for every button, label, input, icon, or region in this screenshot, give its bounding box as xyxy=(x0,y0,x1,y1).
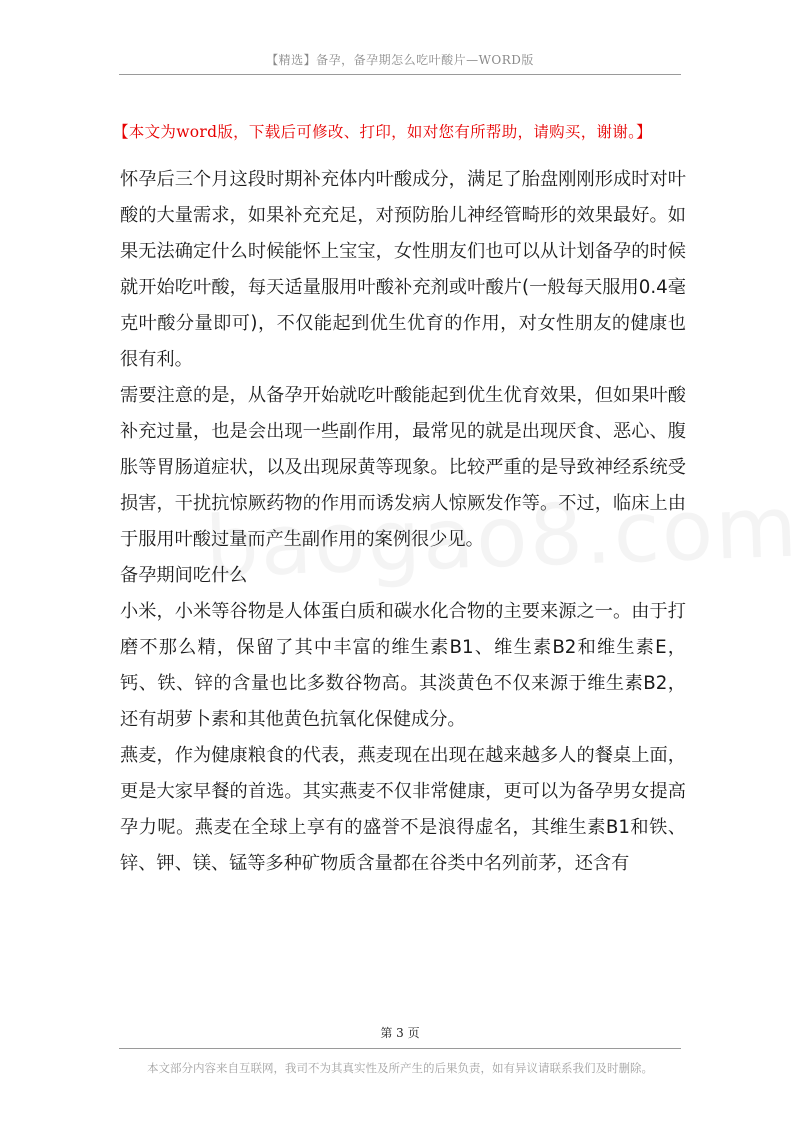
document-body xyxy=(120,162,686,882)
footer-disclaimer: 本文部分内容来自互联网，我司不为其真实性及所产生的后果负责，如有异议请联系我们及时删除。 xyxy=(147,1061,653,1075)
paragraph-millet: 小米，小米等谷物是人体蛋白质和碳水化合物的主要来源之一。由于打磨不那么精，保留了其中丰富的维生素B1、维生素B2和维生素E，钙、铁、锌的含量也比多数谷物高。其淡黄色不仅来源于维生素B2，还有胡萝卜素和其他黄色抗氧化保健成分。 xyxy=(120,601,686,730)
footer-divider xyxy=(119,1048,681,1049)
word-version-notice: 【本文为word版，下载后可修改、打印，如对您有所帮助，请购买，谢谢。】 xyxy=(113,123,652,141)
page-number: 第 3 页 xyxy=(380,1026,420,1040)
section-heading: 备孕期间吃什么 xyxy=(120,565,248,586)
paragraph-folic-acid-timing: 怀孕后三个月这段时期补充体内叶酸成分，满足了胎盘刚刚形成时对叶酸的大量需求，如果补充充足，对预防胎儿神经管畸形的效果最好。如果无法确定什么时候能怀上宝宝，女性朋友们也可以从计划备孕的时候就开始吃叶酸，每天适量服用叶酸补充剂或叶酸片(一般每天服用0.4毫克叶酸分量即可)，不仅能起到优生优育的作用，对女性朋友的健康也很有利。 xyxy=(120,169,686,370)
page-header-title: 【精选】备孕，备孕期怎么吃叶酸片—WORD版 xyxy=(266,53,534,67)
paragraph-side-effects: 需要注意的是，从备孕开始就吃叶酸能起到优生优育效果，但如果叶酸补充过量，也是会出现一些副作用，最常见的就是出现厌食、恶心、腹胀等胃肠道症状，以及出现尿黄等现象。比较严重的是导致神经系统受损害，干扰抗惊厥药物的作用而诱发病人惊厥发作等。不过，临床上由于服用叶酸过量而产生副作用的案例很少见。 xyxy=(120,385,686,550)
header-divider xyxy=(119,74,681,75)
paragraph-oats: 燕麦，作为健康粮食的代表，燕麦现在出现在越来越多人的餐桌上面，更是大家早餐的首选。其实燕麦不仅非常健康，更可以为备孕男女提高孕力呢。燕麦在全球上享有的盛誉不是浪得虚名，其维生素B1和铁、锌、钾、镁、锰等多种矿物质含量都在谷类中名列前茅，还含有 xyxy=(120,745,686,874)
